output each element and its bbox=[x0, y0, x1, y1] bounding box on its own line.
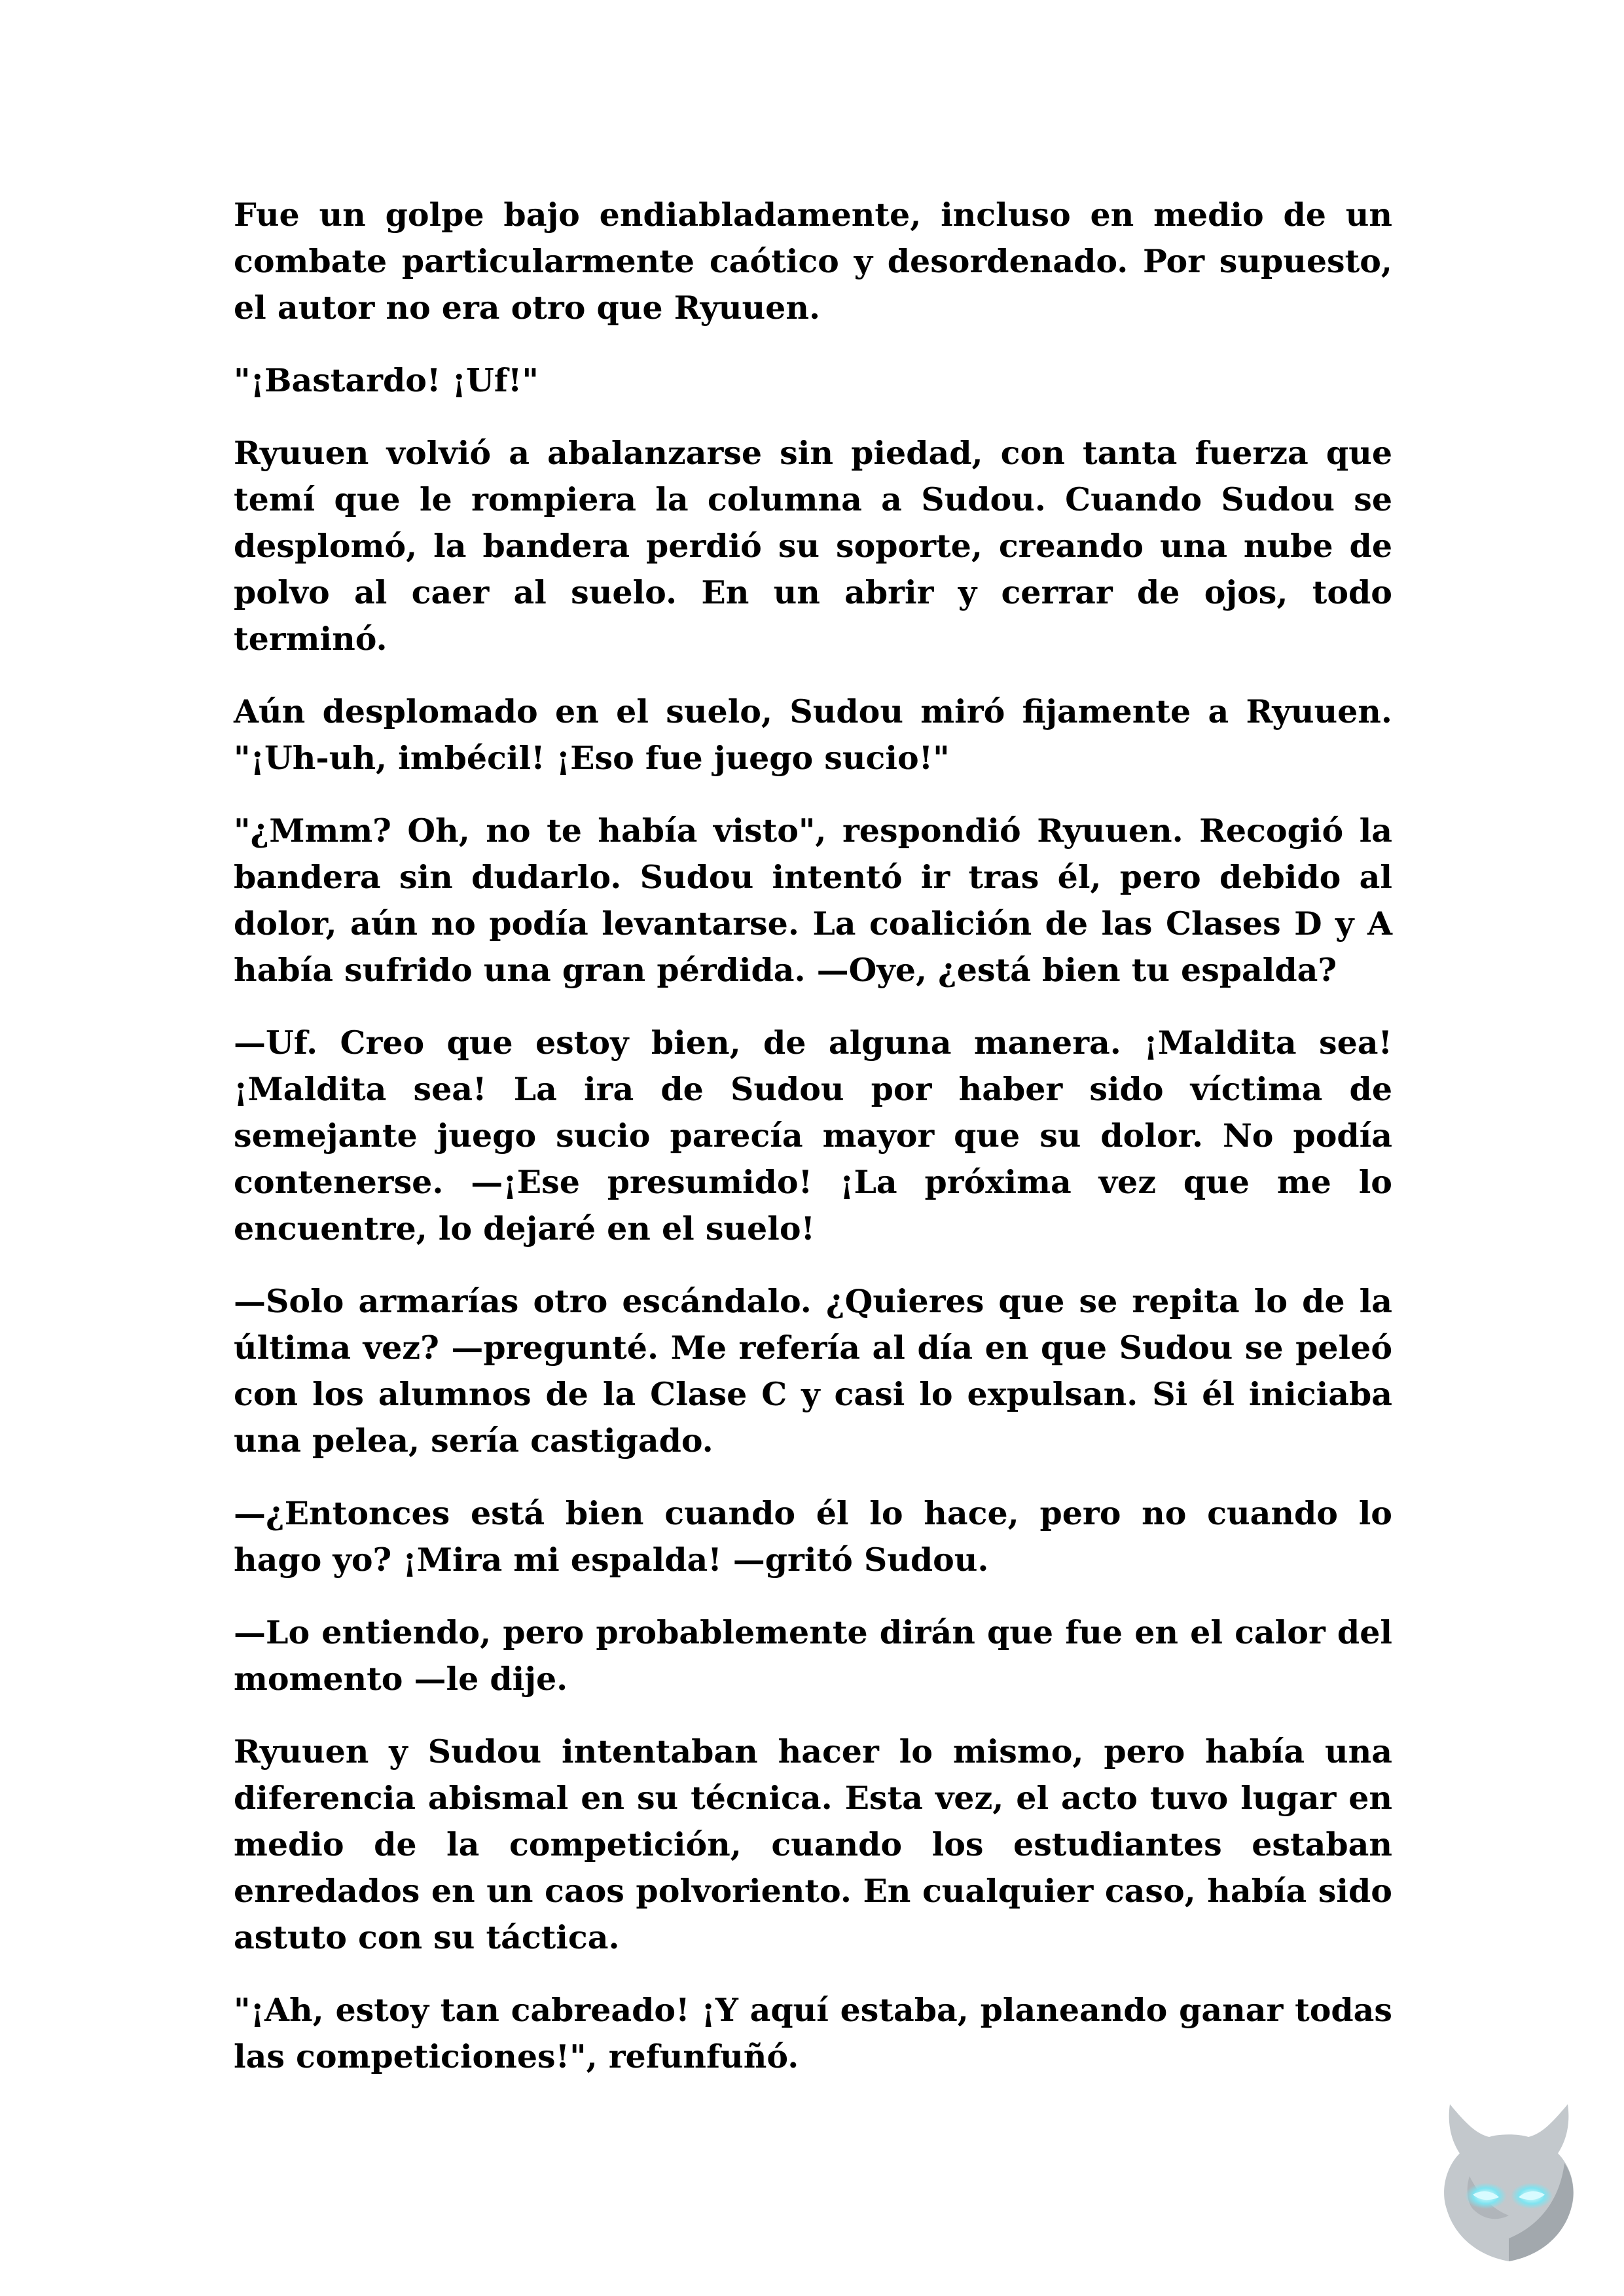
paragraph: Ryuuen y Sudou intentaban hacer lo mismo, pero había una diferencia abismal en su técnica. Esta vez, el acto tuvo lugar en medio de la competición, cuando los estudiantes estaban enredados en un caos polvoriento. En cualquier caso, había sido astuto con su táctica. bbox=[234, 1732, 1392, 1956]
paragraph: "¡Bastardo! ¡Uf!" bbox=[234, 361, 539, 399]
horned-demon-head-icon bbox=[1430, 2098, 1587, 2265]
paragraph: Fue un golpe bajo endiabladamente, incluso en medio de un combate particularmente caótico y desordenado. Por supuesto, el autor no era otro que Ryuuen. bbox=[234, 196, 1392, 327]
paragraph: —Solo armarías otro escándalo. ¿Quieres que se repita lo de la última vez? —pregunté. Me refería al día en que Sudou se peleó con los alumnos de la Clase C y casi lo expulsan. Si él iniciaba una pelea, sería castigado. bbox=[234, 1282, 1392, 1460]
paragraph: —Lo entiendo, pero probablemente dirán que fue en el calor del momento —le dije. bbox=[234, 1613, 1392, 1698]
paragraph: —¿Entonces está bien cuando él lo hace, pero no cuando lo hago yo? ¡Mira mi espalda! —gritó Sudou. bbox=[234, 1494, 1392, 1579]
paragraph: —Uf. Creo que estoy bien, de alguna manera. ¡Maldita sea! ¡Maldita sea! La ira de Sudou por haber sido víctima de semejante juego sucio parecía mayor que su dolor. No podía contenerse. —¡Ese presumido! ¡La próxima vez que me lo encuentre, lo dejaré en el suelo! bbox=[234, 1024, 1392, 1247]
paragraph: "¡Ah, estoy tan cabreado! ¡Y aquí estaba, planeando ganar todas las competiciones!", refunfuñó. bbox=[234, 1991, 1392, 2075]
document-page bbox=[234, 192, 1392, 2106]
paragraph: "¿Mmm? Oh, no te había visto", respondió Ryuuen. Recogió la bandera sin dudarlo. Sudou intentó ir tras él, pero debido al dolor, aún no podía levantarse. La coalición de las Clases D y A había sufrido una gran pérdida. —Oye, ¿está bien tu espalda? bbox=[234, 812, 1392, 989]
paragraph: Ryuuen volvió a abalanzarse sin piedad, con tanta fuerza que temí que le rompiera la columna a Sudou. Cuando Sudou se desplomó, la bandera perdió su soporte, creando una nube de polvo al caer al suelo. En un abrir y cerrar de ojos, todo terminó. bbox=[234, 434, 1392, 658]
paragraph: Aún desplomado en el suelo, Sudou miró fijamente a Ryuuen. "¡Uh-uh, imbécil! ¡Eso fue juego sucio!" bbox=[234, 692, 1392, 777]
